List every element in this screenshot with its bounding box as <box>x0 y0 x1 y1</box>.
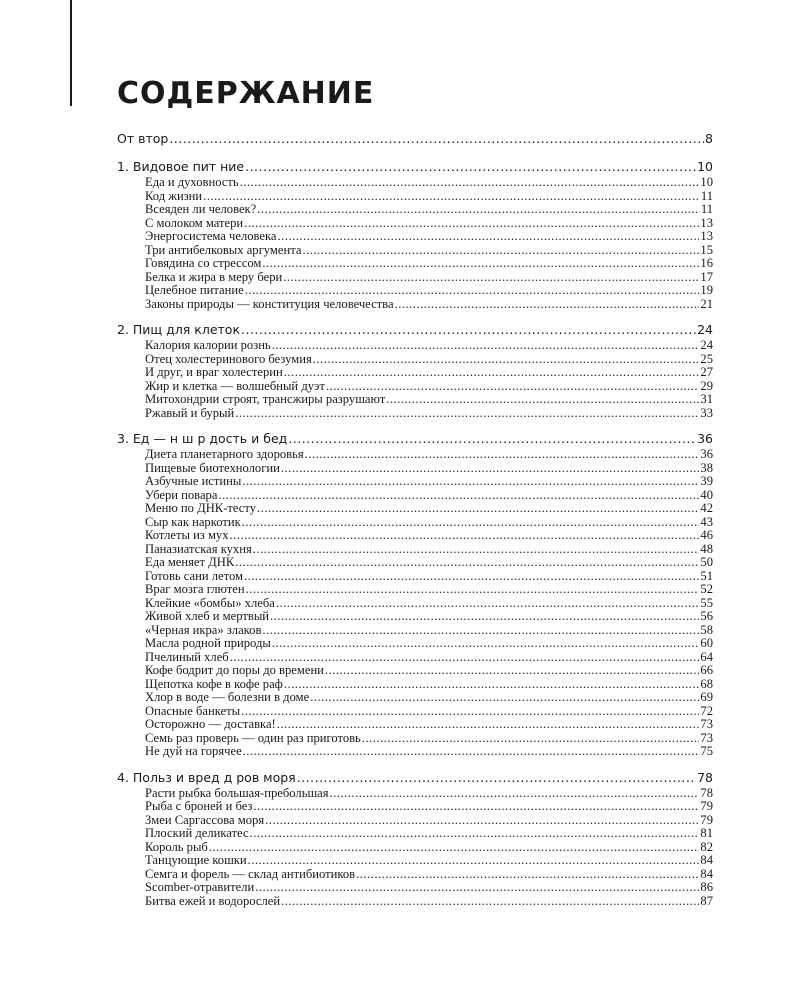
section-heading-label: 2. Пищ для клеток <box>117 322 241 337</box>
dot-leader <box>255 881 699 895</box>
toc-entry-label: Рыба с броней и без <box>145 799 253 813</box>
toc-entry-page-number: 43 <box>700 514 713 529</box>
toc-entry[interactable] <box>117 664 713 678</box>
toc-entry-page-number: 25 <box>700 351 713 366</box>
toc-intro-label: От втор <box>117 131 169 146</box>
toc-entry[interactable] <box>117 705 713 719</box>
dot-leader <box>243 745 700 759</box>
toc-entry[interactable] <box>117 257 713 271</box>
toc-entry-label: Энергосистема человека <box>145 229 277 243</box>
toc-entry-page-number: 16 <box>700 256 713 270</box>
dot-leader <box>241 321 696 339</box>
toc-entry[interactable] <box>117 841 713 855</box>
toc-entry[interactable] <box>117 475 713 489</box>
dot-leader <box>283 271 699 285</box>
toc-entry[interactable] <box>117 407 713 421</box>
toc-entry[interactable] <box>117 787 713 801</box>
section-page-number: 36 <box>697 431 713 446</box>
toc-entry[interactable] <box>117 800 713 814</box>
toc-entry[interactable] <box>117 543 713 557</box>
dot-leader <box>250 827 700 841</box>
toc-entry-page-number: 82 <box>700 839 713 854</box>
toc-entry-page-number: 17 <box>700 269 713 284</box>
toc-entry[interactable] <box>117 339 713 353</box>
toc-entry-label: Белка и жира в меру бери <box>145 269 283 284</box>
toc-entry-label: Плоский деликатес <box>145 826 249 840</box>
toc-entry-label: Клейкие «бомбы» хлеба <box>145 595 275 610</box>
toc-entry-page-number: 66 <box>700 663 713 677</box>
toc-entry-label: «Черная икра» злаков <box>145 622 262 637</box>
section-heading-label: 1. Видовое пит ние <box>117 159 245 174</box>
toc-entry-page-number: 38 <box>700 460 713 475</box>
toc-entry-label: Пищевые биотехнологии <box>145 460 280 475</box>
toc-entry-page-number: 79 <box>700 812 713 827</box>
dot-leader <box>235 407 699 421</box>
toc-entry[interactable] <box>117 393 713 407</box>
section-page-number: 10 <box>697 159 713 174</box>
toc-entry-label: Калория калории рознь <box>145 338 271 352</box>
toc-entry-label: С молоком матери <box>145 215 244 230</box>
toc-entry-label: Кофе бодрит до поры до времени <box>145 663 324 677</box>
toc-entry-label: Опасные банкеты <box>145 703 241 718</box>
toc-entry-page-number: 11 <box>700 188 713 203</box>
dot-leader <box>245 158 696 176</box>
toc-entry-label: Расти рыбка большая-пребольшая <box>145 785 329 800</box>
dot-leader <box>248 854 700 868</box>
toc-entry[interactable] <box>117 176 713 190</box>
toc-entry-page-number: 84 <box>700 853 713 867</box>
toc-entry-label: Семга и форель — склад антибиотиков <box>145 866 356 881</box>
dot-leader <box>246 583 700 597</box>
toc-entry[interactable] <box>117 217 713 231</box>
toc-entry-page-number: 31 <box>700 392 713 406</box>
toc-entry-page-number: 24 <box>700 338 713 352</box>
dot-leader <box>257 203 700 217</box>
toc-entry[interactable] <box>117 718 713 732</box>
toc-entry-label: Готовь сани летом <box>145 568 243 583</box>
toc-entry[interactable] <box>117 298 713 312</box>
toc-entry[interactable] <box>117 814 713 828</box>
dot-leader <box>253 800 699 814</box>
dot-leader <box>302 244 699 258</box>
toc-entry[interactable] <box>117 230 713 244</box>
toc-entry-label: Битва ежей и водорослей <box>145 893 281 908</box>
toc-entry[interactable] <box>117 827 713 841</box>
toc-entry[interactable] <box>117 732 713 746</box>
dot-leader <box>326 380 699 394</box>
toc-entry[interactable] <box>117 366 713 380</box>
toc-entry-label: Код жизни <box>145 188 203 203</box>
dot-leader <box>253 543 700 557</box>
toc-entry[interactable] <box>117 745 713 759</box>
toc-entry-page-number: 27 <box>700 365 713 379</box>
dot-leader <box>244 570 699 584</box>
toc-entry-label: Жир и клетка — волшебный дуэт <box>145 378 325 393</box>
dot-leader <box>272 637 700 651</box>
toc-entry-page-number: 56 <box>700 609 713 623</box>
toc-entry-label: Азбучные истины <box>145 474 242 488</box>
toc-entry-page-number: 13 <box>700 229 713 243</box>
dot-leader <box>230 651 700 665</box>
toc-entry-page-number: 68 <box>700 676 713 691</box>
toc-entry[interactable] <box>117 583 713 597</box>
dot-leader <box>330 787 700 801</box>
toc-entry-page-number: 42 <box>700 501 713 515</box>
toc-entry[interactable] <box>117 624 713 638</box>
toc-entry-label: Scomber-отравители <box>145 880 255 894</box>
dot-leader <box>281 895 699 909</box>
toc-entry[interactable] <box>117 881 713 895</box>
toc-entry[interactable] <box>117 462 713 476</box>
dot-leader <box>230 529 700 543</box>
toc-entry-label: Сыр как наркотик <box>145 514 241 529</box>
toc-entry-page-number: 19 <box>700 283 713 297</box>
dot-leader <box>276 597 700 611</box>
toc-entry-page-number: 79 <box>700 799 713 813</box>
toc-entry-page-number: 86 <box>700 880 713 894</box>
toc-entry[interactable] <box>117 556 713 570</box>
toc-entry-page-number: 87 <box>700 893 713 908</box>
toc-entry-page-number: 15 <box>700 242 713 257</box>
dot-leader <box>242 475 699 489</box>
toc-entry[interactable] <box>117 190 713 204</box>
toc-section-heading[interactable] <box>117 158 713 176</box>
toc-entry-label: Котлеты из мух <box>145 528 229 542</box>
toc-entry[interactable] <box>117 854 713 868</box>
dot-leader <box>305 448 700 462</box>
toc-entry[interactable] <box>117 529 713 543</box>
dot-leader <box>313 353 700 367</box>
toc-section-heading[interactable] <box>117 769 713 787</box>
dot-leader <box>288 430 696 448</box>
toc-entry-page-number: 33 <box>700 405 713 420</box>
toc-entry-label: Король рыб <box>145 839 208 854</box>
toc-entry-label: Хлор в воде — болезни в доме <box>145 690 310 704</box>
toc-entry-page-number: 75 <box>700 744 713 758</box>
toc-entry-page-number: 46 <box>700 528 713 542</box>
dot-leader <box>278 230 700 244</box>
toc-entry[interactable] <box>117 516 713 530</box>
dot-leader <box>244 217 699 231</box>
toc-entry-label: Еда и духовность <box>145 175 239 189</box>
dot-leader <box>386 393 699 407</box>
toc-entry[interactable] <box>117 868 713 882</box>
dot-leader <box>218 489 699 503</box>
dot-leader <box>235 556 699 570</box>
toc-entry[interactable] <box>117 502 713 516</box>
table-of-contents <box>117 130 713 908</box>
dot-leader <box>240 176 700 190</box>
toc-entry[interactable] <box>117 678 713 692</box>
toc-entry-page-number: 51 <box>700 568 713 583</box>
dot-leader <box>169 130 704 148</box>
dot-leader <box>281 462 700 476</box>
toc-entry-page-number: 81 <box>700 826 713 840</box>
toc-entry-label: Говядина со стрессом <box>145 256 262 270</box>
dot-leader <box>395 298 700 312</box>
dot-leader <box>362 732 700 746</box>
toc-entry-page-number: 21 <box>700 296 713 311</box>
section-page-number: 78 <box>697 769 713 785</box>
margin-rule <box>70 0 72 106</box>
toc-entry-label: Семь раз проверь — один раз приготовь <box>145 730 361 745</box>
toc-entry[interactable] <box>117 895 713 909</box>
toc-entry[interactable] <box>117 271 713 285</box>
toc-intro-row[interactable] <box>117 130 713 148</box>
toc-entry-label: Живой хлеб и мертвый <box>145 609 270 623</box>
toc-entry-label: Паназиатская кухня <box>145 541 252 556</box>
dot-leader <box>257 502 699 516</box>
section-page-number: 24 <box>697 322 713 337</box>
toc-entry-page-number: 58 <box>700 622 713 637</box>
dot-leader <box>284 678 700 692</box>
toc-entry-page-number: 48 <box>700 541 713 556</box>
toc-entry-label: И друг, и враг холестерин <box>145 365 283 379</box>
dot-leader <box>272 339 700 353</box>
toc-entry[interactable] <box>117 597 713 611</box>
toc-entry-page-number: 13 <box>700 215 713 230</box>
dot-leader <box>245 284 700 298</box>
dot-leader <box>284 366 700 380</box>
toc-entry-label: Танцующие кошки <box>145 853 247 867</box>
toc-entry-page-number: 10 <box>700 175 713 189</box>
toc-entry-label: Ржавый и бурый <box>145 405 235 420</box>
toc-entry-page-number: 73 <box>700 730 713 745</box>
toc-entry[interactable] <box>117 489 713 503</box>
toc-entry-label: Убери повара <box>145 487 218 502</box>
toc-entry-label: Отец холестеринового безумия <box>145 351 312 366</box>
toc-entry-label: Всеяден ли человек? <box>145 202 257 216</box>
toc-section-heading[interactable] <box>117 321 713 339</box>
toc-entry[interactable] <box>117 691 713 705</box>
toc-entry-label: Враг мозга глютен <box>145 582 245 596</box>
dot-leader <box>242 516 700 530</box>
toc-entry-page-number: 72 <box>700 703 713 718</box>
dot-leader <box>241 705 699 719</box>
page-title: СОДЕРЖАНИЕ <box>117 76 375 111</box>
toc-entry-label: Митохондрии строят, трансжиры разрушают <box>145 392 386 406</box>
toc-entry-page-number: 52 <box>700 582 713 596</box>
dot-leader <box>325 664 699 678</box>
toc-entry-page-number: 11 <box>700 202 713 216</box>
toc-entry[interactable] <box>117 284 713 298</box>
toc-entry-label: Не дуй на горячее <box>145 744 242 758</box>
toc-entry-page-number: 50 <box>700 555 713 569</box>
section-heading-label: 4. Польз и вред д ров моря <box>117 769 296 785</box>
toc-entry[interactable] <box>117 610 713 624</box>
toc-entry-page-number: 84 <box>700 866 713 881</box>
dot-leader <box>277 718 700 732</box>
toc-entry-page-number: 64 <box>700 649 713 664</box>
dot-leader <box>203 190 700 204</box>
section-heading-label: 3. Ед — н ш р дость и бед <box>117 431 288 446</box>
toc-entry-label: Три антибелковых аргумента <box>145 242 302 257</box>
toc-entry-label: Еда меняет ДНК <box>145 555 235 569</box>
dot-leader <box>262 257 699 271</box>
toc-entry-label: Пчелиный хлеб <box>145 649 229 664</box>
toc-entry-page-number: 69 <box>700 690 713 704</box>
toc-entry-label: Щепотка кофе в кофе раф <box>145 676 283 691</box>
dot-leader <box>262 624 699 638</box>
toc-section-heading[interactable] <box>117 430 713 448</box>
toc-entry[interactable] <box>117 448 713 462</box>
toc-entry[interactable] <box>117 570 713 584</box>
toc-entry-label: Масла родной природы <box>145 636 271 650</box>
toc-entry[interactable] <box>117 244 713 258</box>
toc-entry-label: Законы природы — конституция человечества <box>145 296 394 311</box>
toc-entry-page-number: 40 <box>700 487 713 502</box>
dot-leader <box>209 841 700 855</box>
dot-leader <box>297 769 696 787</box>
dot-leader <box>310 691 699 705</box>
toc-entry-page-number: 36 <box>700 447 713 461</box>
toc-entry[interactable] <box>117 637 713 651</box>
toc-entry-page-number: 78 <box>700 785 713 800</box>
toc-entry-page-number: 55 <box>700 595 713 610</box>
toc-entry-page-number: 73 <box>700 717 713 731</box>
toc-entry-label: Целебное питание <box>145 283 244 297</box>
toc-entry-page-number: 60 <box>700 636 713 650</box>
dot-leader <box>265 814 699 828</box>
toc-entry-label: Диета планетарного здоровья <box>145 447 304 461</box>
toc-entry[interactable] <box>117 203 713 217</box>
dot-leader <box>356 868 699 882</box>
toc-entry-page-number: 39 <box>700 474 713 488</box>
toc-entry-label: Осторожно — доставка! <box>145 717 276 731</box>
toc-entry-label: Змеи Саргассова моря <box>145 812 265 827</box>
toc-entry-label: Меню по ДНК-тесту <box>145 501 257 515</box>
toc-entry[interactable] <box>117 651 713 665</box>
toc-entry-page-number: 29 <box>700 378 713 393</box>
toc-intro-page: 8 <box>705 131 713 146</box>
toc-entry[interactable] <box>117 380 713 394</box>
toc-entry[interactable] <box>117 353 713 367</box>
dot-leader <box>270 610 699 624</box>
